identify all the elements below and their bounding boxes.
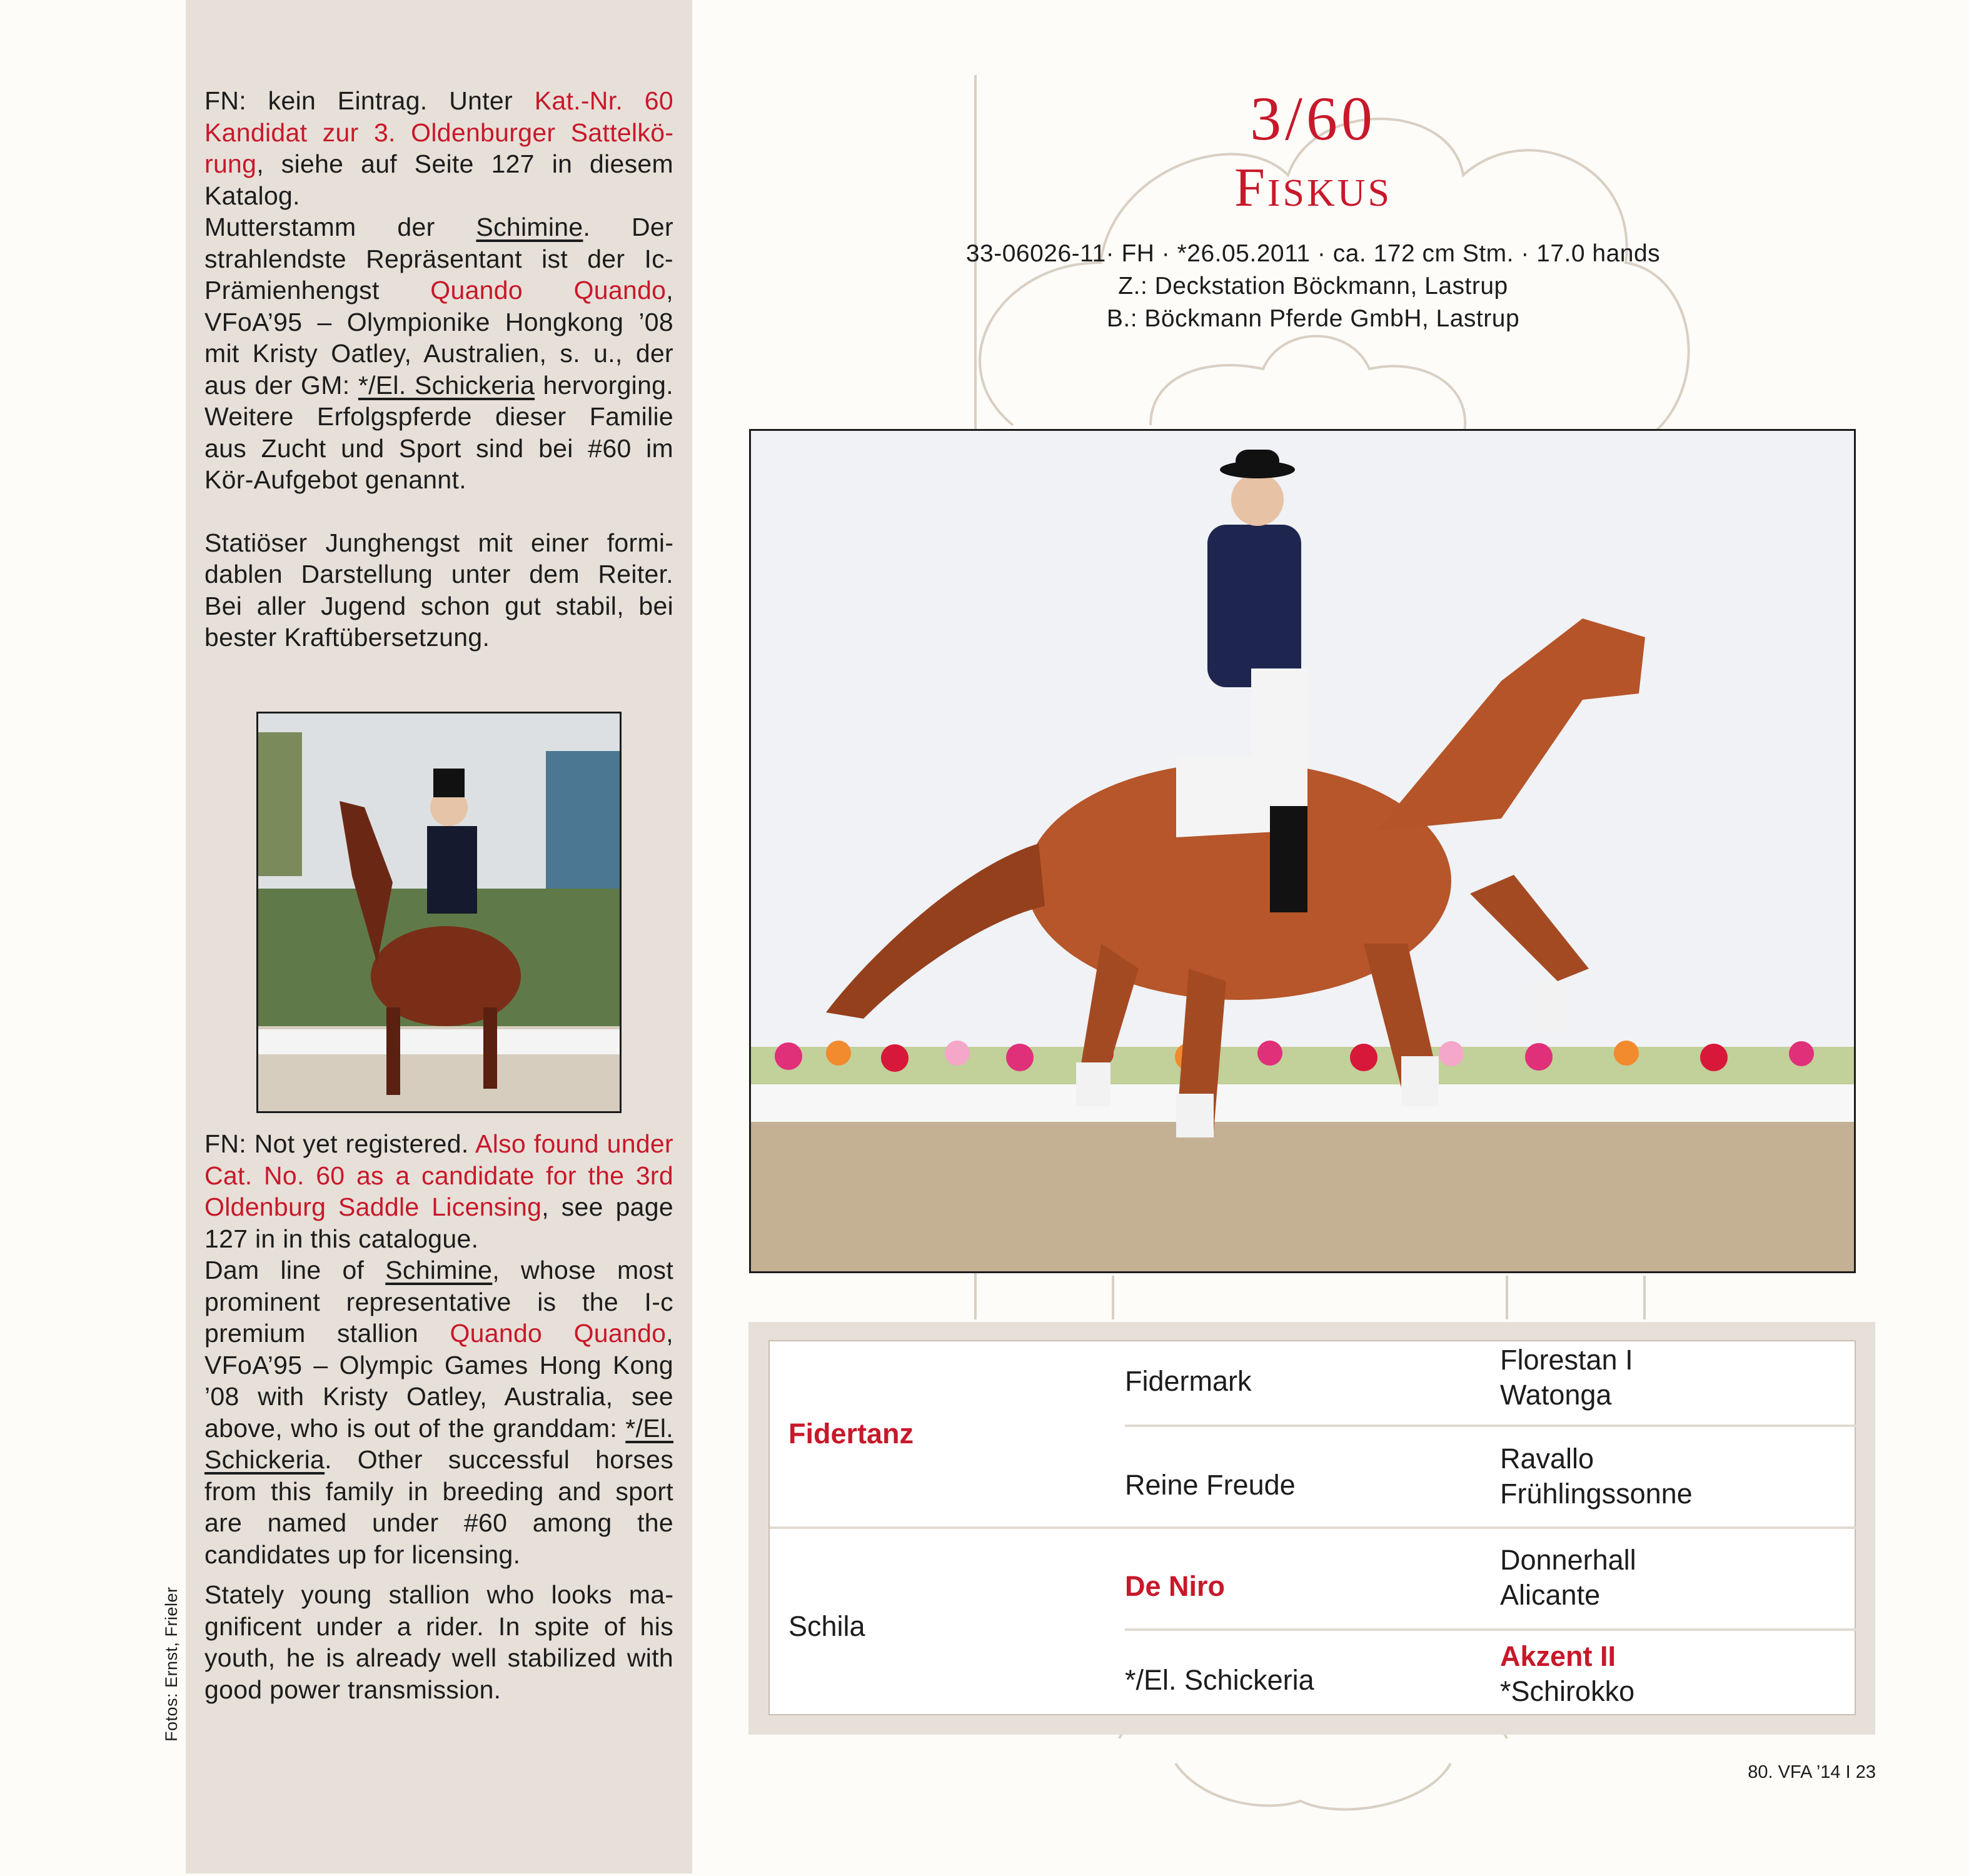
german-licensing-reference: Kat.-Nr. 60 Kandidat zur 3. Oldenburger Sattelkörung bbox=[204, 86, 674, 178]
german-dam-suffix: hervorging. Weitere Erfolgspferde dieser Familie aus Zucht und Sport sind bei #60 im Kör-Aufgebot genannt. bbox=[204, 370, 673, 494]
english-fn-paragraph bbox=[204, 1128, 673, 1254]
english-description bbox=[204, 1128, 673, 1705]
german-description bbox=[204, 85, 673, 653]
english-granddam-name: */El. Schickeria bbox=[204, 1413, 673, 1474]
german-dam-name: Schimine bbox=[476, 213, 583, 241]
german-dam-mid1: . Der strahlendste Repräsentant ist der Ic-Prämienhengst bbox=[204, 213, 673, 305]
horse-name: Fiskus bbox=[1234, 158, 1392, 218]
registration-line: 33-06026-11· FH · *26.05.2011 · ca. 172 cm Stm. · 17.0 hands bbox=[965, 240, 1661, 267]
lot-number: 3/60 bbox=[1250, 84, 1376, 153]
english-dam-prefix: Dam line of bbox=[204, 1256, 386, 1284]
pedigree-divider-dam bbox=[1125, 1628, 1856, 1631]
main-photo-illustration bbox=[751, 431, 1854, 1271]
english-licensing-reference: Also found under Cat. No. 60 as a candidate for the 3rd Oldenburg Saddle Licensing bbox=[204, 1129, 673, 1221]
german-granddam-name: */El. Schickeria bbox=[358, 370, 535, 400]
photo-credit: Fotos: Ernst, Frieler bbox=[162, 1586, 181, 1742]
english-dam-suffix: . Other successful horses from this family in breeding and sport are named under #60 among the candidates up for licensing. bbox=[204, 1445, 673, 1569]
english-fn-suffix: , see page 127 in in this catalogue. bbox=[204, 1193, 673, 1253]
english-dam-mid2: , VFoA’95 – Olympic Games Hong Kong ’08 with Kristy Oatley, Australia, see above, who is out of the granddam: bbox=[204, 1319, 673, 1443]
pedigree-sire: Fidertanz bbox=[788, 1418, 914, 1450]
pedigree-dam-dam: */El. Schickeria bbox=[1125, 1664, 1314, 1696]
small-photo-dressage-rider bbox=[256, 712, 622, 1113]
small-photo-illustration bbox=[258, 714, 620, 1111]
pedigree-table bbox=[768, 1340, 1856, 1715]
pedigree-divider-main bbox=[770, 1526, 1856, 1529]
breeder-line: Z.: Deckstation Böckmann, Lastrup bbox=[1118, 273, 1508, 300]
german-dam-prefix: Mutterstamm der bbox=[204, 213, 476, 241]
pedigree-dam: Schila bbox=[788, 1610, 865, 1642]
english-fn-prefix: FN: Not yet registered. bbox=[204, 1129, 476, 1158]
pedigree-ddd: *Schirokko bbox=[1500, 1675, 1635, 1707]
english-dam-mid1: , whose most prominent representative is the I-c premium stallion bbox=[204, 1256, 674, 1348]
german-dam-mid2: , VFoA’95 – Olympionike Hongkong ’08 mit Kristy Oatley, Australien, s. u., der aus der GM: bbox=[204, 276, 673, 400]
german-fn-paragraph bbox=[204, 85, 673, 211]
english-quando-name: Quando Quando bbox=[450, 1319, 667, 1348]
pedigree-sss: Florestan I bbox=[1500, 1344, 1633, 1376]
pedigree-sds: Ravallo bbox=[1500, 1443, 1594, 1475]
pedigree-dam-sire: De Niro bbox=[1125, 1570, 1226, 1602]
page-number: 80. VFA ’14 I 23 bbox=[1748, 1762, 1876, 1782]
pedigree-sdd: Frühlingssonne bbox=[1500, 1478, 1693, 1510]
main-photo-stallion bbox=[749, 429, 1856, 1273]
pedigree-dsd: Alicante bbox=[1500, 1579, 1601, 1611]
german-damline-paragraph bbox=[204, 211, 673, 496]
pedigree-divider-sire bbox=[1125, 1425, 1856, 1427]
english-damline-paragraph bbox=[204, 1254, 673, 1570]
english-dam-name: Schimine bbox=[385, 1256, 493, 1284]
pedigree-sire-dam: Reine Freude bbox=[1125, 1469, 1296, 1501]
pedigree-ssd: Watonga bbox=[1500, 1379, 1612, 1411]
german-quando-name: Quando Quando bbox=[430, 276, 667, 305]
german-assessment-paragraph: Statiöser Junghengst mit einer formidablen Darstellung unter dem Reiter. Bei aller Jugend schon gut stabil, bei bester Kraftübersetzung. bbox=[204, 528, 673, 652]
english-assessment-paragraph: Stately young stallion who looks magnificent under a rider. In spite of his youth, he is already well stabilized with good power transmission. bbox=[204, 1580, 673, 1704]
pedigree-dds: Akzent II bbox=[1500, 1640, 1616, 1672]
flower-border bbox=[751, 1041, 1854, 1084]
owner-line: B.: Böckmann Pferde GmbH, Lastrup bbox=[1106, 305, 1520, 332]
german-fn-suffix: , siehe auf Seite 127 in diesem Katalog. bbox=[204, 149, 673, 210]
german-fn-prefix: FN: kein Eintrag. Unter bbox=[204, 86, 535, 115]
pedigree-sire-sire: Fidermark bbox=[1125, 1365, 1252, 1397]
pedigree-dss: Donnerhall bbox=[1500, 1544, 1636, 1576]
